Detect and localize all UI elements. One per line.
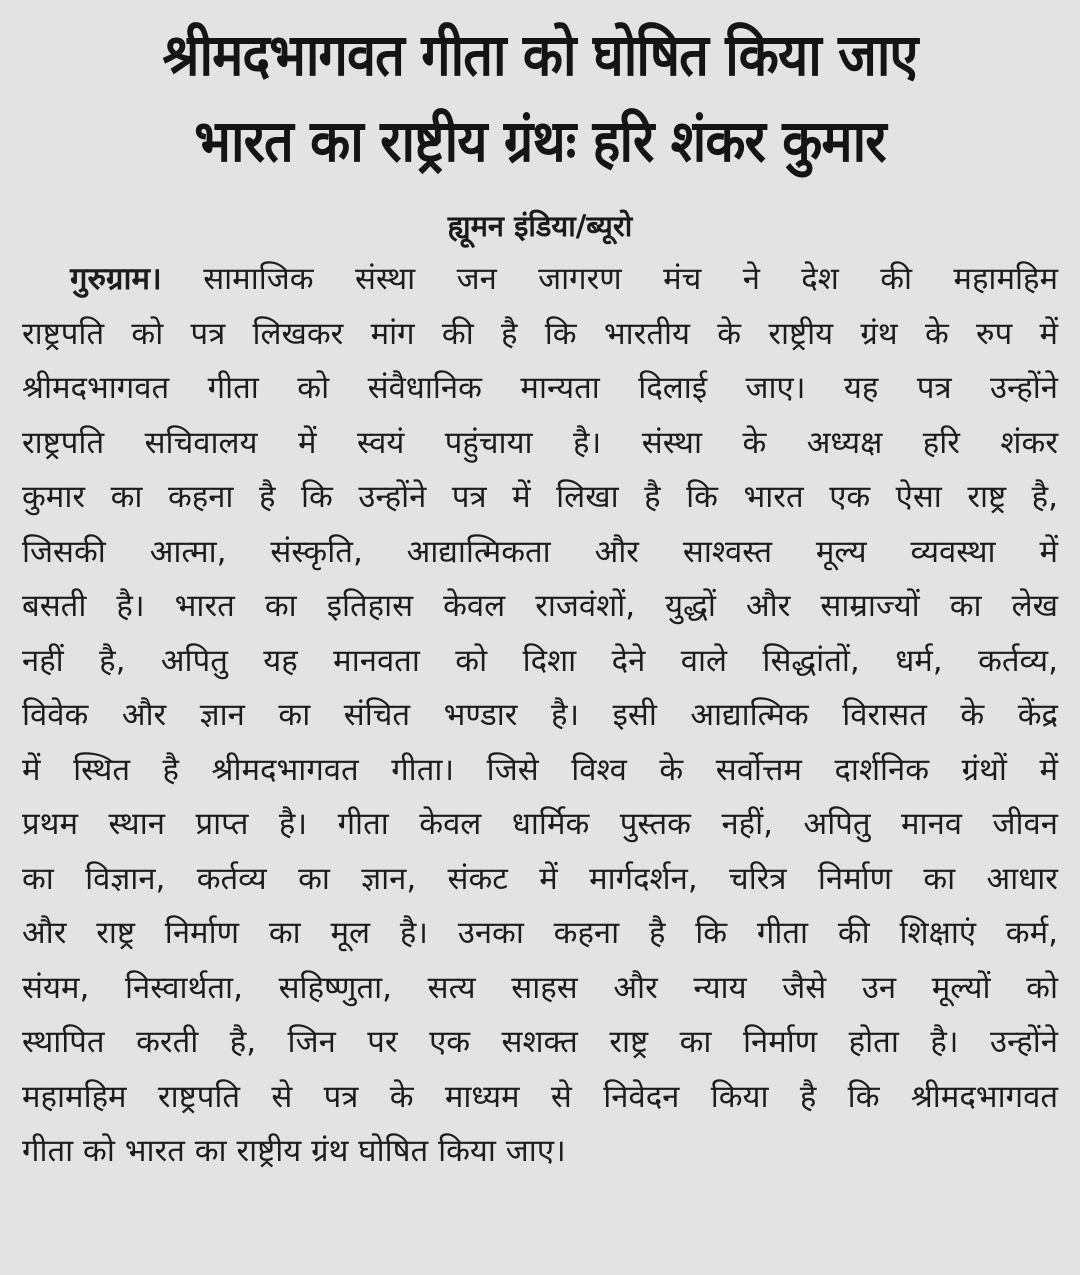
body-line: बसती है। भारत का इतिहास केवल राजवंशों, युद्धों और साम्राज्यों का लेख [22,588,1058,624]
body-line: राष्ट्रपति को पत्र लिखकर मांग की है कि भारतीय के राष्ट्रीय ग्रंथ के रुप में [22,315,1058,352]
headline-line: श्रीमदभागवत गीता को घोषित किया जाए [162,21,918,89]
dateline: गुरुग्राम। [70,261,162,297]
body-line: प्रथम स्थान प्राप्त है। गीता केवल धार्मिक पुस्तक नहीं, अपितु मानव जीवन [22,806,1058,842]
headline [74,12,1006,184]
body-line: गीता को भारत का राष्ट्रीय ग्रंथ घोषित किया जाए। [22,1133,566,1169]
body-line [22,252,1058,307]
body-line: विवेक और ज्ञान का संचित भण्डार है। इसी आद्यात्मिक विरासत के केंद्र [22,697,1058,733]
body-line: नहीं है, अपितु यह मानवता को दिशा देने वाले सिद्धांतों, धर्म, कर्तव्य, [22,642,1058,679]
body-line: राष्ट्रपति सचिवालय में स्वयं पहुंचाया है। संस्था के अध्यक्ष हरि शंकर [22,424,1058,461]
body-line: श्रीमदभागवत गीता को संवैधानिक मान्यता दिलाई जाए। यह पत्र उन्होंने [22,370,1058,406]
byline: ह्यूमन इंडिया/ब्यूरो [447,209,633,243]
headline-line: भारत का राष्ट्रीय ग्रंथः हरि शंकर कुमार [194,107,886,175]
body-line: में स्थित है श्रीमदभागवत गीता। जिसे विश्व के सर्वोत्तम दार्शनिक ग्रंथों में [22,751,1058,788]
body-line: महामहिम राष्ट्रपति से पत्र के माध्यम से निवेदन किया है कि श्रीमदभागवत [22,1078,1058,1115]
body-line: और राष्ट्र निर्माण का मूल है। उनका कहना है कि गीता की शिक्षाएं कर्म, [22,915,1058,951]
body-line: का विज्ञान, कर्तव्य का ज्ञान, संकट में मार्गदर्शन, चरित्र निर्माण का आधार [22,860,1058,897]
body-text: सामाजिक संस्था जन जागरण मंच ने देश की महामहिम [203,261,1059,297]
body-line: संयम, निस्वार्थता, सहिष्णुता, सत्य साहस और न्याय जैसे उन मूल्यों को [22,969,1058,1006]
body-line: जिसकी आत्मा, संस्कृति, आद्यात्मिकता और साश्वस्त मूल्य व्यवस्था में [22,533,1058,570]
body-line: स्थापित करती है, जिन पर एक सशक्त राष्ट्र का निर्माण होता है। उन्होंने [22,1024,1058,1060]
article-body [22,252,1058,1179]
body-line: कुमार का कहना है कि उन्होंने पत्र में लिखा है कि भारत एक ऐसा राष्ट्र है, [22,479,1058,515]
